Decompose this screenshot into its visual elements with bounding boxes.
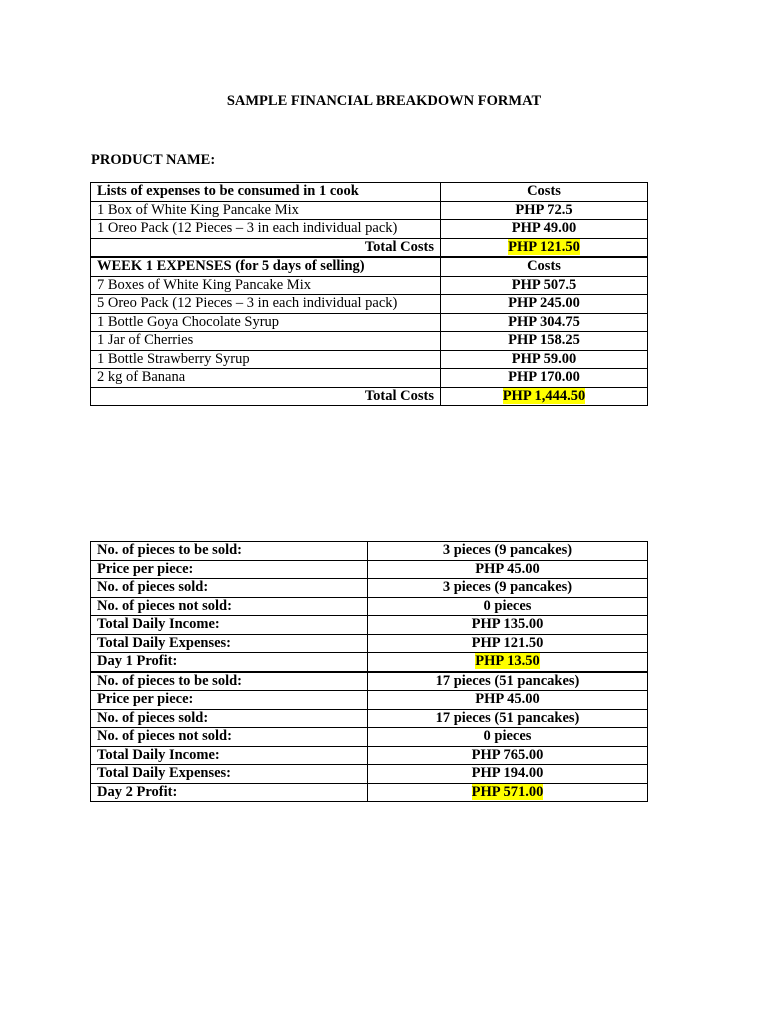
table-row: [91, 560, 648, 579]
sales-label: No. of pieces sold:: [91, 709, 368, 728]
sales-value: PHP 45.00: [368, 560, 648, 579]
sales-label: Total Daily Income:: [91, 746, 368, 765]
expense-cost: PHP 72.5: [441, 201, 648, 220]
table-row: [91, 350, 648, 369]
sales-value: 3 pieces (9 pancakes): [368, 542, 648, 561]
cook-header-label: Lists of expenses to be consumed in 1 cook: [91, 183, 441, 202]
cook-header-row: [91, 183, 648, 202]
sales-label: No. of pieces not sold:: [91, 597, 368, 616]
expense-item: 5 Oreo Pack (12 Pieces – 3 in each individual pack): [91, 295, 441, 314]
table-row: [91, 728, 648, 747]
expense-item: 1 Bottle Goya Chocolate Syrup: [91, 313, 441, 332]
table-row: [91, 597, 648, 616]
table-row: [91, 672, 648, 691]
expense-cost: PHP 507.5: [441, 276, 648, 295]
expense-cost: PHP 304.75: [441, 313, 648, 332]
day2-profit-label: Day 2 Profit:: [91, 783, 368, 802]
cook-header-cost: Costs: [441, 183, 648, 202]
table-row: [91, 369, 648, 388]
table-row: [91, 691, 648, 710]
table-row: [91, 579, 648, 598]
sales-value: 0 pieces: [368, 728, 648, 747]
expense-item: 2 kg of Banana: [91, 369, 441, 388]
week-header-cost: Costs: [441, 257, 648, 276]
sales-value: 17 pieces (51 pancakes): [368, 672, 648, 691]
cook-total-cost: PHP 121.50: [508, 238, 580, 255]
expense-item: 1 Bottle Strawberry Syrup: [91, 350, 441, 369]
table-row: [91, 313, 648, 332]
week-total-cost: PHP 1,444.50: [502, 387, 586, 404]
table-row: [91, 276, 648, 295]
day1-profit-label: Day 1 Profit:: [91, 653, 368, 672]
sales-value: PHP 45.00: [368, 691, 648, 710]
table-row: [91, 332, 648, 351]
sales-label: Price per piece:: [91, 691, 368, 710]
week-header-row: [91, 257, 648, 276]
sales-value: PHP 121.50: [368, 634, 648, 653]
sales-value: PHP 194.00: [368, 765, 648, 784]
week-total-label: Total Costs: [91, 387, 441, 406]
table-row: [91, 295, 648, 314]
expense-item: 1 Box of White King Pancake Mix: [91, 201, 441, 220]
cook-total-row: [91, 238, 648, 257]
sales-label: Price per piece:: [91, 560, 368, 579]
product-name-label: PRODUCT NAME:: [91, 152, 216, 168]
day2-profit-row: [91, 783, 648, 802]
table-row: [91, 201, 648, 220]
sales-value: 0 pieces: [368, 597, 648, 616]
sales-value: 3 pieces (9 pancakes): [368, 579, 648, 598]
day1-profit-row: [91, 653, 648, 672]
sales-label: Total Daily Expenses:: [91, 634, 368, 653]
sales-label: Total Daily Income:: [91, 616, 368, 635]
table-row: [91, 746, 648, 765]
sales-label: Total Daily Expenses:: [91, 765, 368, 784]
table-row: [91, 616, 648, 635]
expense-cost: PHP 158.25: [441, 332, 648, 351]
sales-value: PHP 135.00: [368, 616, 648, 635]
expense-cost: PHP 245.00: [441, 295, 648, 314]
expense-cost: PHP 170.00: [441, 369, 648, 388]
week-header-label: WEEK 1 EXPENSES (for 5 days of selling): [91, 257, 441, 276]
sales-value: 17 pieces (51 pancakes): [368, 709, 648, 728]
page-title: SAMPLE FINANCIAL BREAKDOWN FORMAT: [226, 93, 542, 109]
table-row: [91, 220, 648, 239]
table-row: [91, 709, 648, 728]
table-row: [91, 765, 648, 784]
expense-item: 1 Oreo Pack (12 Pieces – 3 in each individual pack): [91, 220, 441, 239]
sales-label: No. of pieces to be sold:: [91, 542, 368, 561]
sales-label: No. of pieces not sold:: [91, 728, 368, 747]
expense-item: 1 Jar of Cherries: [91, 332, 441, 351]
sales-label: No. of pieces to be sold:: [91, 672, 368, 691]
day1-profit-value: PHP 13.50: [475, 653, 540, 670]
expense-item: 7 Boxes of White King Pancake Mix: [91, 276, 441, 295]
day2-profit-value: PHP 571.00: [471, 783, 544, 800]
table-row: [91, 634, 648, 653]
week-total-row: [91, 387, 648, 406]
sales-label: No. of pieces sold:: [91, 579, 368, 598]
expenses-table: [90, 182, 648, 406]
expense-cost: PHP 59.00: [441, 350, 648, 369]
expense-cost: PHP 49.00: [441, 220, 648, 239]
table-row: [91, 542, 648, 561]
sales-value: PHP 765.00: [368, 746, 648, 765]
sales-table: [90, 541, 648, 802]
cook-total-label: Total Costs: [91, 238, 441, 257]
